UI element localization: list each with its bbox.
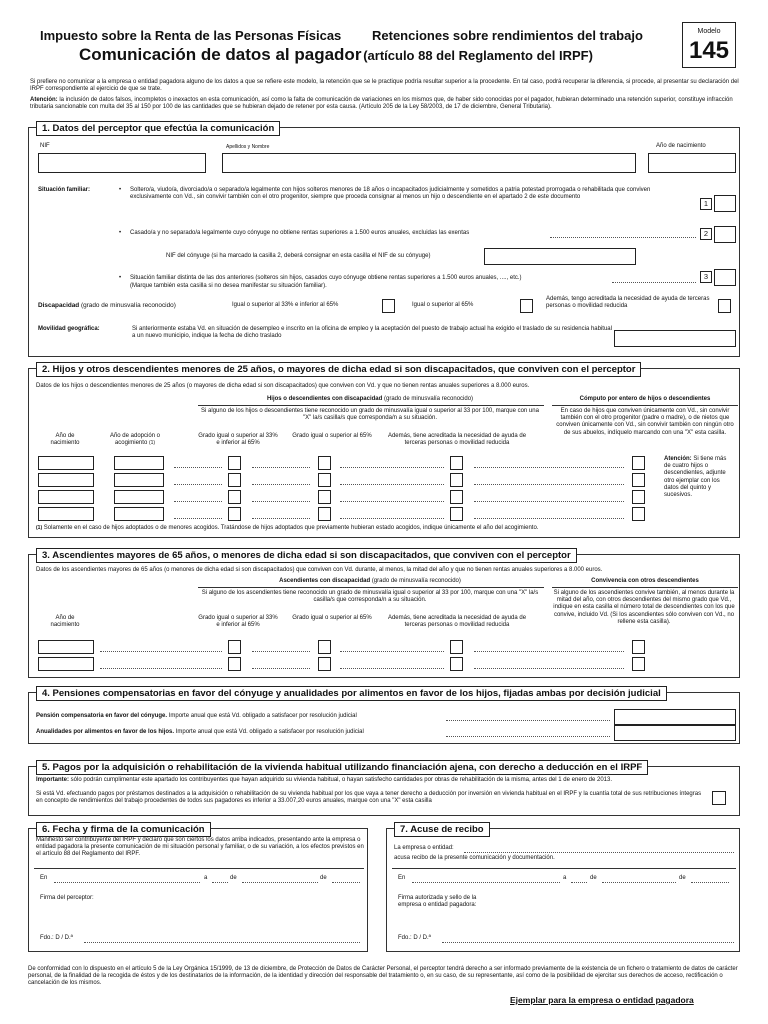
disability-label-sub: (grado de minusvalía reconocido) (80, 302, 176, 309)
s2-dots (340, 501, 444, 502)
s6-signed-by: Fdo.: D / D.ª (40, 935, 73, 941)
family-option-2-number: 2 (700, 228, 712, 240)
s6-en: En (40, 875, 48, 881)
s7-signed-by-input[interactable] (442, 942, 734, 943)
s2-dots (474, 518, 624, 519)
s2-full-count-checkbox[interactable] (632, 456, 645, 470)
intro-warning: Si prefiere no comunicar a la empresa o entidad pagadora alguno de los datos a que se refiere este modelo, la retención que se le practique podría resultar superior a la procedente. En tal caso, podrá recuperar la diferencia, si procede, al presentar su declaración del IRPF correspondiente al ejercicio de que se trate. (30, 79, 739, 93)
nif-label: NIF (40, 143, 50, 149)
s2-dots (174, 467, 222, 468)
s3-disability-desc: Si alguno de los ascendientes tiene reconocido un grado de minusvalía igual o superior al 33 por 100, marque con una "X" la/s casilla/s que corresponda/n a su situación. (201, 590, 539, 604)
disability-b-checkbox[interactable] (520, 299, 533, 313)
s2-footnote-sup: (1) (36, 525, 43, 531)
bullet-2: • (119, 230, 122, 236)
s4-row-2 (36, 729, 364, 736)
s2-full-count-desc: En caso de hijos que conviven únicamente con Vd., sin convivir también con el otro progenitor (padre o madre), o de nietos que conviven únicamente con Vd., sin convivir también con ningún otro de sus abuelos, indíquelo marcando con una "X" esta casilla. (556, 408, 734, 436)
child-support-amount-input[interactable] (614, 725, 736, 741)
mobility-label: Movilidad geográfica: (38, 326, 100, 332)
s2-full-count-rule (552, 405, 738, 406)
s7-month-input[interactable] (602, 882, 676, 883)
birth-year-field[interactable] (648, 153, 736, 173)
s2-dots (174, 518, 222, 519)
section-2-intro: Datos de los hijos o descendientes menores de 25 años (o mayores de dicha edad si son discapacitados) que conviven con Vd. y que no tienen rentas anuales superiores a 8.000 euros. (36, 383, 530, 389)
s3-assistance-checkbox[interactable] (450, 640, 463, 654)
s2-dots (174, 501, 222, 502)
s2-adoption-year-input[interactable] (114, 507, 164, 521)
s2-col-adoption-sup: (1) (148, 440, 156, 447)
s3-grade-33-65-checkbox[interactable] (228, 657, 241, 671)
s2-footnote-text: Solamente en el caso de hijos adoptados o de menores acogidos. Tratándose de hijos adoptados que previamente hubieran estado acogidos, indique únicamente el año del acogimiento. (43, 525, 539, 531)
form-title-sub: (artículo 88 del Reglamento del IRPF) (363, 48, 593, 63)
s2-col-adoption-text: Año de adopción o acogimiento (109, 433, 161, 447)
s2-birth-year-input[interactable] (38, 473, 94, 487)
s6-signed-by-input[interactable] (84, 942, 360, 943)
s6-de1: de (230, 875, 237, 881)
s2-full-count-checkbox[interactable] (632, 507, 645, 521)
bullet-1: • (119, 187, 122, 193)
s2-attention-label: Atención: (664, 456, 692, 462)
s3-cohabitation-desc: Si alguno de los ascendientes convive también, al menos durante la mitad del año, con otros descendientes del mismo grado que Vd., indique en esta casilla el número total de descendientes con los que convive, incluido Vd. (Si los ascendientes sólo conviven con Vd., no rellene esta casilla). (553, 590, 735, 625)
s7-de2: de (679, 875, 686, 881)
s3-col-grade-65: Grado igual o superior al 65% (292, 615, 372, 621)
s6-place-input[interactable] (54, 882, 200, 883)
s2-col-birth-year: Año de nacimiento (50, 433, 80, 447)
modelo-label: Modelo (697, 28, 721, 35)
s3-dots (252, 668, 310, 669)
family-option-2-checkbox[interactable] (714, 226, 736, 243)
s2-grade-33-65-checkbox[interactable] (228, 507, 241, 521)
family-option-1-text: Soltero/a, viudo/a, divorciado/a o separado/a legalmente con hijos solteros menores de 18 años o incapacitados judicialmente y sometidos a patria potestad prorrogada o rehabilitada que conviven exclusivamente con Vd., sin convivir también con el otro progenitor, siempre que proceda consignar al menos un hijo o descendiente en el apartado 2 de este documento (130, 187, 651, 201)
s4-row-1-text: Importe anual que está Vd. obligado a satisfacer por resolución judicial (168, 713, 357, 719)
s7-signed-by: Fdo.: D / D.ª (398, 935, 431, 941)
s2-assistance-checkbox[interactable] (450, 473, 463, 487)
s2-col-grade-33-65: Grado igual o superior al 33% e inferior al 65% (198, 433, 278, 447)
section-4-title: 4. Pensiones compensatorias en favor del cónyuge y anualidades por alimentos en favor de los hijos, fijadas ambas por decisión judicial (36, 686, 667, 701)
s2-disability-header-main: Hijos o descendientes con discapacidad (266, 396, 383, 402)
s2-dots (252, 484, 310, 485)
s7-rule (392, 868, 736, 869)
s2-birth-year-input[interactable] (38, 507, 94, 521)
copy-label: Ejemplar para la empresa o entidad pagadora (510, 995, 694, 1005)
disability-b-label: Igual o superior al 65% (412, 302, 474, 308)
s3-cohabitation-header: Convivencia con otros descendientes (591, 578, 699, 584)
family-option-1-number: 1 (700, 198, 712, 210)
disability-label (38, 302, 176, 310)
s2-disability-rule (198, 405, 544, 406)
s4-dots (446, 720, 610, 721)
s3-grade-65-checkbox[interactable] (318, 640, 331, 654)
s2-col-adoption-year (100, 433, 170, 447)
s3-assistance-checkbox[interactable] (450, 657, 463, 671)
s2-birth-year-input[interactable] (38, 456, 94, 470)
intro-attention-text: la inclusión de datos falsos, incompletos o inexactos en esta comunicación, así como la falta de comunicación de variaciones en los mismos que, de haber sido conocidas por el pagador, hubieran determinado una retención superior, constituye infracción tributaria sancionable con multa del 35 al 150 por 100 de las cantidades que se hubieran dejado de retener por esta causa. (Artículo 205 de la Ley 58/2003, de 17 de diciembre, General Tributaria). (30, 97, 733, 111)
s3-grade-33-65-checkbox[interactable] (228, 640, 241, 654)
s3-disability-rule (198, 587, 544, 588)
s2-assistance-checkbox[interactable] (450, 490, 463, 504)
s5-important-text: sólo podrán cumplimentar este apartado los contribuyentes que hayan adquirido su vivienda habitual, o hayan satisfecho cantidades por obras de rehabilitación de la misma, antes del 1 de enero de 2013. (70, 777, 613, 783)
s7-en: En (398, 875, 406, 881)
s3-cohabitation-count-input[interactable] (632, 657, 645, 671)
s2-dots (474, 467, 624, 468)
s4-row-1 (36, 713, 357, 720)
s2-col-assistance: Además, tiene acreditada la necesidad de ayuda de terceras personas o movilidad reducida (387, 433, 527, 447)
family-option-3-note: (Marque también esta casilla si no desea manifestar su situación familiar). (130, 283, 327, 289)
s2-adoption-year-input[interactable] (114, 456, 164, 470)
s2-dots (474, 484, 624, 485)
s2-disability-header (200, 396, 540, 403)
mortgage-deduction-checkbox[interactable] (712, 791, 726, 805)
s2-assistance-checkbox[interactable] (450, 507, 463, 521)
s2-full-count-header: Cómputo por entero de hijos o descendientes (579, 396, 711, 402)
family-option-2-dots (550, 237, 696, 238)
s2-footnote (36, 525, 538, 532)
s2-dots (474, 501, 624, 502)
s3-cohabitation-count-input[interactable] (632, 640, 645, 654)
modelo-box (682, 22, 736, 68)
s2-grade-33-65-checkbox[interactable] (228, 456, 241, 470)
s2-dots (174, 484, 222, 485)
intro-attention (30, 97, 740, 111)
s4-row-1-label: Pensión compensatoria en favor del cónyuge. (36, 713, 168, 719)
s3-dots (474, 651, 624, 652)
disability-a-label: Igual o superior al 33% e inferior al 65% (232, 302, 339, 308)
birth-year-label: Año de nacimiento (656, 143, 706, 149)
s2-dots (252, 518, 310, 519)
s4-row-2-label: Anualidades por alimentos en favor de los hijos. (36, 729, 175, 735)
family-option-3-text: Situación familiar distinta de las dos anteriores (solteros sin hijos, casados cuyo cónyuge obtiene rentas superiores a 1.500 euros anuales, ...., etc.) (130, 275, 522, 281)
s3-cohabitation-rule (552, 587, 738, 588)
s2-grade-33-65-checkbox[interactable] (228, 490, 241, 504)
section-1-title: 1. Datos del perceptor que efectúa la comunicación (36, 121, 280, 136)
s7-a: a (563, 875, 567, 881)
s7-entity-input[interactable] (464, 852, 734, 853)
mobility-text: Si anteriormente estaba Vd. en situación de desempleo e inscrito en la oficina de empleo y la aceptación del puesto de trabajo actual ha exigido el traslado de su residencia habitual a un nuevo municipio, indique la fecha de dicho traslado (132, 326, 612, 340)
intro-attention-label: Atención: (30, 97, 58, 103)
s3-dots (340, 651, 444, 652)
family-option-3-number: 3 (700, 271, 712, 283)
disability-label-main: Discapacidad (38, 302, 80, 309)
s2-adoption-year-input[interactable] (114, 490, 164, 504)
s2-dots (252, 501, 310, 502)
s2-attention-note (664, 456, 734, 499)
section-2-title: 2. Hijos y otros descendientes menores de 25 años, o mayores de dicha edad si son discapacitados, que conviven con el perceptor (36, 362, 641, 377)
s6-declaration: Manifiesto ser contribuyente del IRPF y declaro que son ciertos los datos arriba indicados, presentando ante la empresa o entidad pagadora la presente comunicación de mi situación personal y familiar, o de su variación, a los efectos previstos en el artículo 88 del Reglamento del IRPF. (36, 837, 364, 858)
disability-c-checkbox[interactable] (718, 299, 731, 313)
disability-c-label: Además, tengo acreditada la necesidad de ayuda de terceras personas o movilidad reducida (546, 296, 710, 310)
s3-grade-65-checkbox[interactable] (318, 657, 331, 671)
s2-disability-desc: Si alguno de los hijos o descendientes tiene reconocido un grado de minusvalía igual o superior al 33 por 100, marque con una "X" la/s casilla/s que corresponda/n a su situación. (201, 408, 539, 422)
s6-year-input[interactable] (332, 882, 360, 883)
s3-dots (100, 651, 222, 652)
family-situation-label: Situación familiar: (38, 187, 91, 193)
nif-field[interactable] (38, 153, 206, 173)
form-title-main: Comunicación de datos al pagador (79, 45, 362, 64)
family-option-2-text: Casado/a y no separado/a legalmente cuyo cónyuge no obtiene rentas superiores a 1.500 euros anuales, excluidas las exentas (130, 230, 470, 236)
s3-col-assistance: Además, tiene acreditada la necesidad de ayuda de terceras personas o movilidad reducida (387, 615, 527, 629)
bullet-3: • (119, 275, 122, 281)
s6-rule (34, 868, 364, 869)
s5-important (36, 777, 612, 784)
family-option-3-dots (612, 282, 696, 283)
s2-grade-65-checkbox[interactable] (318, 473, 331, 487)
s7-de1: de (590, 875, 597, 881)
mobility-date-field[interactable] (614, 330, 736, 347)
s4-row-2-text: Importe anual que está Vd. obligado a satisfacer por resolución judicial (175, 729, 364, 735)
spouse-nif-field[interactable] (484, 248, 636, 265)
s6-a: a (204, 875, 208, 881)
name-field[interactable] (222, 153, 636, 173)
s6-signature-label: Firma del perceptor: (40, 895, 94, 901)
s2-assistance-checkbox[interactable] (450, 456, 463, 470)
data-protection-notice: De conformidad con lo dispuesto en el artículo 5 de la Ley Orgánica 15/1999, de 13 de diciembre, de Protección de Datos de Carácter Personal, el perceptor tendrá derecho a ser informado previamente de la existencia de un fichero o tratamiento de datos de carácter personal, de la finalidad de la recogida de éstos y de los destinatarios de la información, de la identidad y dirección del responsable del tratamiento o, en su caso, de su representante, así como de la posibilidad de ejercitar sus derechos de acceso, rectificación o cancelación de los mismos. (28, 966, 738, 987)
name-label: Apellidos y Nombre (226, 144, 270, 150)
s3-disability-header (200, 578, 540, 585)
s2-full-count-checkbox[interactable] (632, 473, 645, 487)
s7-day-input[interactable] (571, 882, 587, 883)
s3-disability-header-sub: (grado de minusvalía reconocido) (371, 578, 461, 584)
s7-entity-label: La empresa o entidad: (394, 845, 454, 851)
s3-col-grade-33-65: Grado igual o superior al 33% e inferior al 65% (198, 615, 278, 629)
s2-disability-header-sub: (grado de minusvalía reconocido) (383, 396, 474, 402)
s2-dots (340, 484, 444, 485)
disability-a-checkbox[interactable] (382, 299, 395, 313)
form-title-line1: Impuesto sobre la Renta de las Personas Físicas (40, 28, 342, 43)
spousal-pension-amount-input[interactable] (614, 709, 736, 725)
s2-adoption-year-input[interactable] (114, 473, 164, 487)
s2-birth-year-input[interactable] (38, 490, 94, 504)
s2-dots (252, 467, 310, 468)
form-title-line2 (79, 45, 593, 65)
s3-dots (252, 651, 310, 652)
family-option-3-checkbox[interactable] (714, 269, 736, 286)
s2-col-grade-65: Grado igual o superior al 65% (292, 433, 372, 439)
s3-birth-year-input[interactable] (38, 657, 94, 671)
s3-dots (474, 668, 624, 669)
s7-year-input[interactable] (691, 882, 729, 883)
s2-grade-65-checkbox[interactable] (318, 490, 331, 504)
s7-signature-label: Firma autorizada y sello de la empresa o entidad pagadora: (398, 895, 477, 909)
family-option-1-checkbox[interactable] (714, 195, 736, 212)
section-6-title: 6. Fecha y firma de la comunicación (36, 822, 211, 837)
s5-text: Si está Vd. efectuando pagos por préstamos destinados a la adquisición o rehabilitación de su vivienda habitual por los que vaya a tener derecho a deducción por inversión en vivienda habitual en el IRPF y la cuantía total de sus retribuciones íntegras en concepto de rendimientos del trabajo procedentes de todos sus pagadores es inferior a 33.007,20 euros anuales, marque con una "X" esta casilla (36, 791, 702, 805)
s7-ack: acusa recibo de la presente comunicación y documentación. (394, 855, 555, 861)
section-7-title: 7. Acuse de recibo (394, 822, 490, 837)
s2-grade-65-checkbox[interactable] (318, 456, 331, 470)
s2-dots (340, 518, 444, 519)
s3-col-birth-year: Año de nacimiento (50, 615, 80, 629)
s2-grade-65-checkbox[interactable] (318, 507, 331, 521)
spouse-nif-label: NIF del cónyuge (si ha marcado la casilla 2, deberá consignar en esta casilla el NIF de su cónyuge) (166, 253, 431, 259)
modelo-number: 145 (688, 37, 730, 64)
s2-dots (340, 467, 444, 468)
s2-grade-33-65-checkbox[interactable] (228, 473, 241, 487)
s6-day-input[interactable] (212, 882, 228, 883)
s2-full-count-checkbox[interactable] (632, 490, 645, 504)
section-3-intro: Datos de los ascendientes mayores de 65 años (o menores de dicha edad si son discapacitados) que conviven con Vd. durante, al menos, la mitad del año y que no tienen rentas anuales superiores a 8.000 euros. (36, 567, 603, 573)
s3-dots (100, 668, 222, 669)
s6-month-input[interactable] (242, 882, 318, 883)
s7-place-input[interactable] (412, 882, 560, 883)
s2-attention-text: Si tiene más de cuatro hijos o descendientes, adjunte otro ejemplar con los datos del quinto y sucesivos. (664, 456, 727, 499)
s4-dots (446, 736, 610, 737)
s6-de2: de (320, 875, 327, 881)
s5-important-label: Importante: (36, 777, 69, 783)
form-title-line1-right: Retenciones sobre rendimientos del trabajo (372, 28, 643, 43)
s3-disability-header-main: Ascendientes con discapacidad (279, 578, 371, 584)
s3-birth-year-input[interactable] (38, 640, 94, 654)
section-5-title: 5. Pagos por la adquisición o rehabilitación de la vivienda habitual utilizando financiación ajena, con derecho a deducción en el IRPF (36, 760, 648, 775)
s3-dots (340, 668, 444, 669)
section-3-title: 3. Ascendientes mayores de 65 años, o menores de dicha edad si son discapacitados, que conviven con el perceptor (36, 548, 577, 563)
